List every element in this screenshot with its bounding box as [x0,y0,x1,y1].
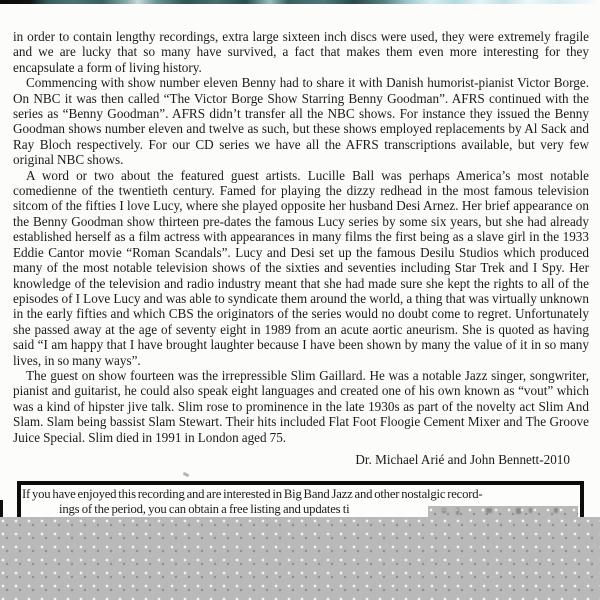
paragraph: A word or two about the featured guest artists. Lucille Ball was perhaps America’s most notable comedienne of the twentieth century. Famed for playing the dizzy redhead in the most famous television sitcom of the fifties I love Lucy, where she played opposite her husband Desi Arnez. Her brief appearance on the Benny Goodman show thirteen pre-dates the famous Lucy series by some six years, but she had already established herself as a film actress with appearances in many films the first being as a slave girl in the 1933 Eddie Cantor movie “Roman Scandals”. Lucy and Desi set up the famous Desilu Studios which produced many of the most notable television shows of the sixties and seventies including Star Trek and I Spy. Her knowledge of the television and radio industry meant that she had made sure she kept the rights to all of the episodes of I Love Lucy and was able to syndicate them around the world, a thing that was virtually unknown in the early fifties and which CBS the originators of the series would no doubt come to regret. Unfortunately she passed away at the age of seventy eight in 1989 from an acute aortic aneurism. She is quoted as having said “I am happy that I have brought laughter because I have been shown by many the value of it in so many lives, in so many ways”. [13,167,589,368]
article-paragraphs [13,29,589,457]
scan-speck [183,472,190,477]
illegible-text-smudge [554,508,558,513]
illegible-text-smudge [529,508,532,513]
notice-line-2: ings of the period, you can obtain a free listing and updates ti [59,501,350,516]
illegible-text-smudge [456,508,459,515]
illegible-text-smudge [516,508,521,514]
byline: Dr. Michael Arié and John Bennett-2010 [355,452,570,467]
scan-artifact-top-strip [0,0,600,4]
paragraph: The guest on show fourteen was the irrepressible Slim Gaillard. He was a notable Jazz singer, songwriter, pianist and guitarist, he could also speak eight languages and created one of his own known as “vout” which was a kind of hipster jive talk. Slim rose to prominence in the late 1930s as part of the novelty act Slim And Slam. Slam being bassist Slam Stewart. Their hits included Flat Foot Floogie Cement Mixer and The Groove Juice Special. Slim died in 1991 in London aged 75. [13,367,589,445]
scan-artifact-left-edge-mark [0,500,3,517]
paragraph: in order to contain lengthy recordings, extra large sixteen inch discs were used, they were extremely fragile and we are lucky that so many have survived, a fact that makes them even more interesting for they encapsulate a form of living history. [13,29,589,75]
notice-line-1: If you have enjoyed this recording and are interested in Big Band Jazz and other nostalgic record- [22,487,483,501]
illegible-text-smudge [442,508,446,513]
paragraph: Commencing with show number eleven Benny had to share it with Danish humorist-pianist Victor Borge. On NBC it was then called “The Victor Borge Show Starring Benny Goodman”. AFRS continued with the series as “Benny Goodman”. AFRS didn’t transfer all the NBC shows. For instance they issued the Benny Goodman shows number eleven and twelve as such, but these shows employed replacements by Al Sack and Ray Bloch respectively. For our CD series we have all the AFRS transcriptions available, but very few original NBC shows. [13,75,589,168]
illegible-text-smudge [486,508,492,513]
scan-cutoff-area [0,517,600,600]
